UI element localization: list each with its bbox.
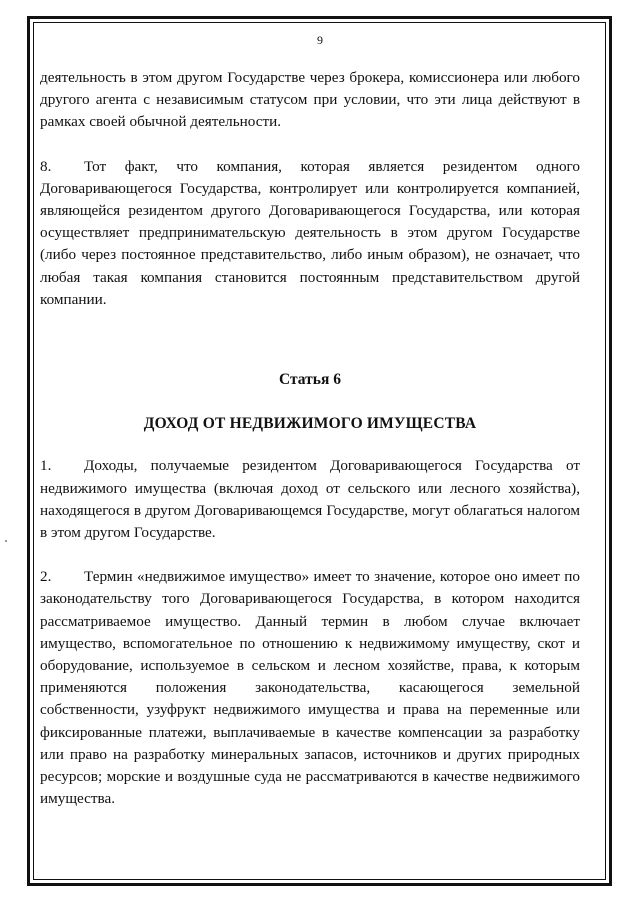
page-number: 9 <box>317 33 323 47</box>
article-paragraph-2 <box>40 566 580 810</box>
paragraph-number: 1. <box>40 457 52 475</box>
paragraph-text: Термин «недвижимое имущество» имеет то значение, которое оно имеет по законодательству того Договаривающегося Государства, в котором находится рассматриваемое имущество. Данный термин в любом случае включает имущество, вспомогательное по отношению к недвижимому имуществу, скот и оборудование, используемое в сельском и лесном хозяйстве, права, к которым применяются положения законодательства, касающегося земельной собственности, узуфрукт недвижимого имущества и права на переменные или фиксированные платежи, выплачиваемые в качестве компенсации за разработку или право на разработку минеральных запасов, источников и других природных ресурсов; морские и воздушные суда не рассматриваются в качестве недвижимого имущества. <box>40 568 580 808</box>
article-number: Статья 6 <box>279 371 341 389</box>
article-title: ДОХОД ОТ НЕДВИЖИМОГО ИМУЩЕСТВА <box>143 415 477 433</box>
paragraph-8 <box>40 156 580 311</box>
paragraph-number: 8. <box>40 157 52 175</box>
paragraph-number: 2. <box>40 568 52 586</box>
paragraph-text: Доходы, получаемые резидентом Договаривающегося Государства от недвижимого имущества (включая доход от сельского или лесного хозяйства), находящегося в другом Договаривающемся Государстве, могут облагаться налогом в этом другом Государстве. <box>40 457 580 542</box>
scan-speck <box>5 540 7 542</box>
continuation-paragraph: деятельность в этом другом Государстве через брокера, комиссионера или любого другого агента с независимым статусом при условии, что эти лица действуют в рамках своей обычной деятельности. <box>40 69 580 131</box>
article-paragraph-1 <box>40 455 580 544</box>
document-body <box>40 67 580 810</box>
paragraph-text: Тот факт, что компания, которая является резидентом одного Договаривающегося Государства, контролирует или контролируется компанией, являющейся резидентом другого Договаривающегося Государства, или которая осуществляет предпринимательскую деятельность в этом другом Государстве (либо через постоянное представительство, либо иным образом), не означает, что любая такая компания становится постоянным представительством другой компании. <box>40 157 580 308</box>
